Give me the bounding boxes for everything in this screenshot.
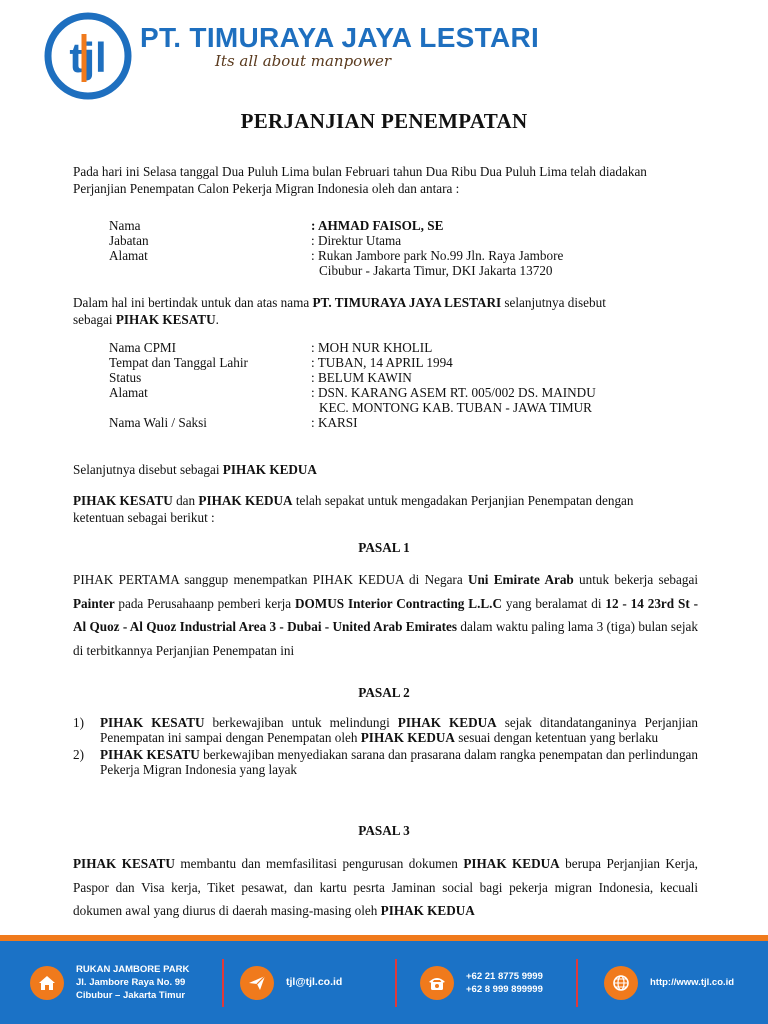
footer-email-link[interactable]: tjl@tjl.co.id xyxy=(286,976,343,988)
paper-plane-icon xyxy=(240,966,274,1000)
item1-pihak-kedua-2: PIHAK KEDUA xyxy=(360,730,455,745)
kedua-text: Selanjutnya disebut sebagai xyxy=(73,462,223,477)
kedua-paragraph xyxy=(73,461,698,478)
pasal-1-heading: PASAL 1 xyxy=(358,540,410,555)
intro-line-2: Perjanjian Penempatan Calon Pekerja Migran Indonesia oleh dan antara : xyxy=(73,181,460,196)
home-icon xyxy=(30,966,64,1000)
list-item xyxy=(73,747,698,777)
list-item xyxy=(73,715,698,745)
acting-text: Dalam hal ini bertindak untuk dan atas nama xyxy=(73,295,313,310)
footer-website-link[interactable]: http://www.tjl.co.id xyxy=(650,977,735,988)
footer-phone xyxy=(420,941,543,1024)
pasal-2-list xyxy=(73,715,698,777)
agree-pihak-kesatu: PIHAK KESATU xyxy=(73,493,173,508)
party1-nama-label: Nama xyxy=(109,218,141,233)
item1-pihak-kesatu: PIHAK KESATU xyxy=(100,715,205,730)
pasal-3-heading: PASAL 3 xyxy=(358,823,410,838)
pasal1-text-e: dalam waktu paling lama 3 (tiga) bulan sejak di terbitkannya Perjanjian Penempatan ini xyxy=(73,619,699,658)
pasal1-text-b: untuk bekerja sebagai xyxy=(573,572,698,587)
footer-divider xyxy=(576,959,578,1007)
item2-text-1: berkewajiban menyediakan sarana dan prasarana dalam rangka penempatan dan perlindungan Pekerja Migran Indonesia yang layak xyxy=(100,747,698,777)
pasal1-address: 12 - 14 23rd St - Al Quoz - Al Quoz Industrial Area 3 - Dubai - United Arab Emirates xyxy=(73,595,698,634)
pasal-1-body xyxy=(73,568,698,662)
acting-text-3: sebagai xyxy=(73,312,116,327)
party2-ttl-value: : TUBAN, 14 APRIL 1994 xyxy=(311,355,453,370)
party2-wali-value: : KARSI xyxy=(311,415,358,430)
party1-alamat-label: Alamat xyxy=(109,248,148,263)
page-footer xyxy=(0,941,768,1024)
telephone-icon xyxy=(420,966,454,1000)
party2-status-value: : BELUM KAWIN xyxy=(311,370,412,385)
intro-line-1: Pada hari ini Selasa tanggal Dua Puluh Lima bulan Februari tahun Dua Ribu Dua Puluh Lima telah diadakan xyxy=(73,164,647,179)
footer-address-line-2: Jl. Jambore Raya No. 99 xyxy=(76,977,186,988)
acting-company: PT. TIMURAYA JAYA LESTARI xyxy=(312,295,502,310)
list-number: 1) xyxy=(73,715,84,730)
footer-divider xyxy=(222,959,224,1007)
party1-alamat-value: : Rukan Jambore park No.99 Jln. Raya Jambore xyxy=(311,248,564,263)
pasal1-country: Uni Emirate Arab xyxy=(467,572,574,587)
party2-alamat-label: Alamat xyxy=(109,385,148,400)
company-logo xyxy=(44,12,132,100)
globe-icon xyxy=(604,966,638,1000)
footer-divider xyxy=(395,959,397,1007)
company-tagline: Its all about manpower xyxy=(215,52,392,70)
footer-phone-2[interactable]: +62 8 999 899999 xyxy=(466,983,543,995)
agree-line-2: ketentuan sebagai berikut : xyxy=(73,510,215,525)
party1-jabatan-value: : Direktur Utama xyxy=(311,233,402,248)
pasal1-employer: DOMUS Interior Contracting L.L.C xyxy=(295,595,502,611)
pasal1-text-d: yang beralamat di xyxy=(501,595,606,611)
party1-jabatan-label: Jabatan xyxy=(109,233,149,248)
footer-email xyxy=(240,941,342,1024)
party2-alamat-value: : DSN. KARANG ASEM RT. 005/002 DS. MAINDU xyxy=(311,385,596,400)
footer-address xyxy=(30,941,189,1024)
item1-text-1: berkewajiban untuk melindungi xyxy=(204,715,398,730)
item1-text-2: sejak ditandatanganinya Perjanjian Penempatan ini sampai dengan Penempatan oleh xyxy=(100,715,698,745)
agreement-paragraph xyxy=(73,492,698,526)
party1-alamat-value-cont: Cibubur - Jakarta Timur, DKI Jakarta 13720 xyxy=(319,263,553,278)
company-name: PT. TIMURAYA JAYA LESTARI xyxy=(140,22,540,53)
party-two-details xyxy=(109,340,596,430)
pasal1-text-c: pada Perusahaanp pemberi kerja xyxy=(118,595,295,611)
pasal-3-body xyxy=(73,852,698,923)
pasal1-text-a: PIHAK PERTAMA sanggup menempatkan PIHAK KEDUA di Negara xyxy=(73,572,468,587)
agree-text-2: telah sepakat untuk mengadakan Perjanjian Penempatan dengan xyxy=(292,493,634,508)
item2-pihak-kesatu: PIHAK KESATU xyxy=(100,747,200,762)
pasal3-pihak-kesatu: PIHAK KESATU xyxy=(73,856,175,871)
footer-address-line-1: RUKAN JAMBORE PARK xyxy=(76,964,190,975)
pasal3-text-2: berupa Perjanjian Kerja, Paspor dan Visa kerja, Tiket pesawat, dan kartu pesrta Jaminan social bagi pekerja migran Indonesia, kecuali dokumen awal yang diurus di daerah masing-masing oleh xyxy=(73,856,698,918)
party-one-details xyxy=(109,218,563,278)
party2-nama-value: : MOH NUR KHOLIL xyxy=(311,340,433,355)
party2-status-label: Status xyxy=(109,370,142,385)
pasal3-pihak-kedua: PIHAK KEDUA xyxy=(463,856,560,871)
item1-text-3: sesuai dengan ketentuan yang berlaku xyxy=(454,730,659,745)
item1-pihak-kedua: PIHAK KEDUA xyxy=(397,715,497,730)
pasal3-pihak-kedua-2: PIHAK KEDUA xyxy=(380,903,475,918)
acting-paragraph xyxy=(73,294,698,328)
acting-period: . xyxy=(215,312,219,327)
party1-nama-value: : AHMAD FAISOL, SE xyxy=(311,218,444,233)
pasal-2-heading: PASAL 2 xyxy=(358,685,410,700)
party2-wali-label: Nama Wali / Saksi xyxy=(109,415,207,430)
party2-nama-label: Nama CPMI xyxy=(109,340,177,355)
acting-text-2: selanjutnya disebut xyxy=(501,295,606,310)
pihak-kesatu-label: PIHAK KESATU xyxy=(115,312,216,327)
logo-lettering: tjl xyxy=(69,34,107,81)
intro-paragraph xyxy=(73,163,698,197)
footer-address-line-3: Cibubur – Jakarta Timur xyxy=(76,990,186,1001)
pihak-kedua-label: PIHAK KEDUA xyxy=(222,462,317,477)
party2-alamat-value-cont: KEC. MONTONG KAB. TUBAN - JAWA TIMUR xyxy=(319,400,592,415)
list-number: 2) xyxy=(73,747,84,762)
footer-website xyxy=(604,941,734,1024)
party2-ttl-label: Tempat dan Tanggal Lahir xyxy=(109,355,248,370)
agree-text: dan xyxy=(172,493,199,508)
pasal3-text-1: membantu dan memfasilitasi pengurusan dokumen xyxy=(174,856,464,871)
footer-phone-1[interactable]: +62 21 8775 9999 xyxy=(466,970,543,982)
pasal1-job: Painter xyxy=(73,595,119,611)
document-title: PERJANJIAN PENEMPATAN xyxy=(240,109,528,133)
agree-pihak-kedua: PIHAK KEDUA xyxy=(198,493,293,508)
